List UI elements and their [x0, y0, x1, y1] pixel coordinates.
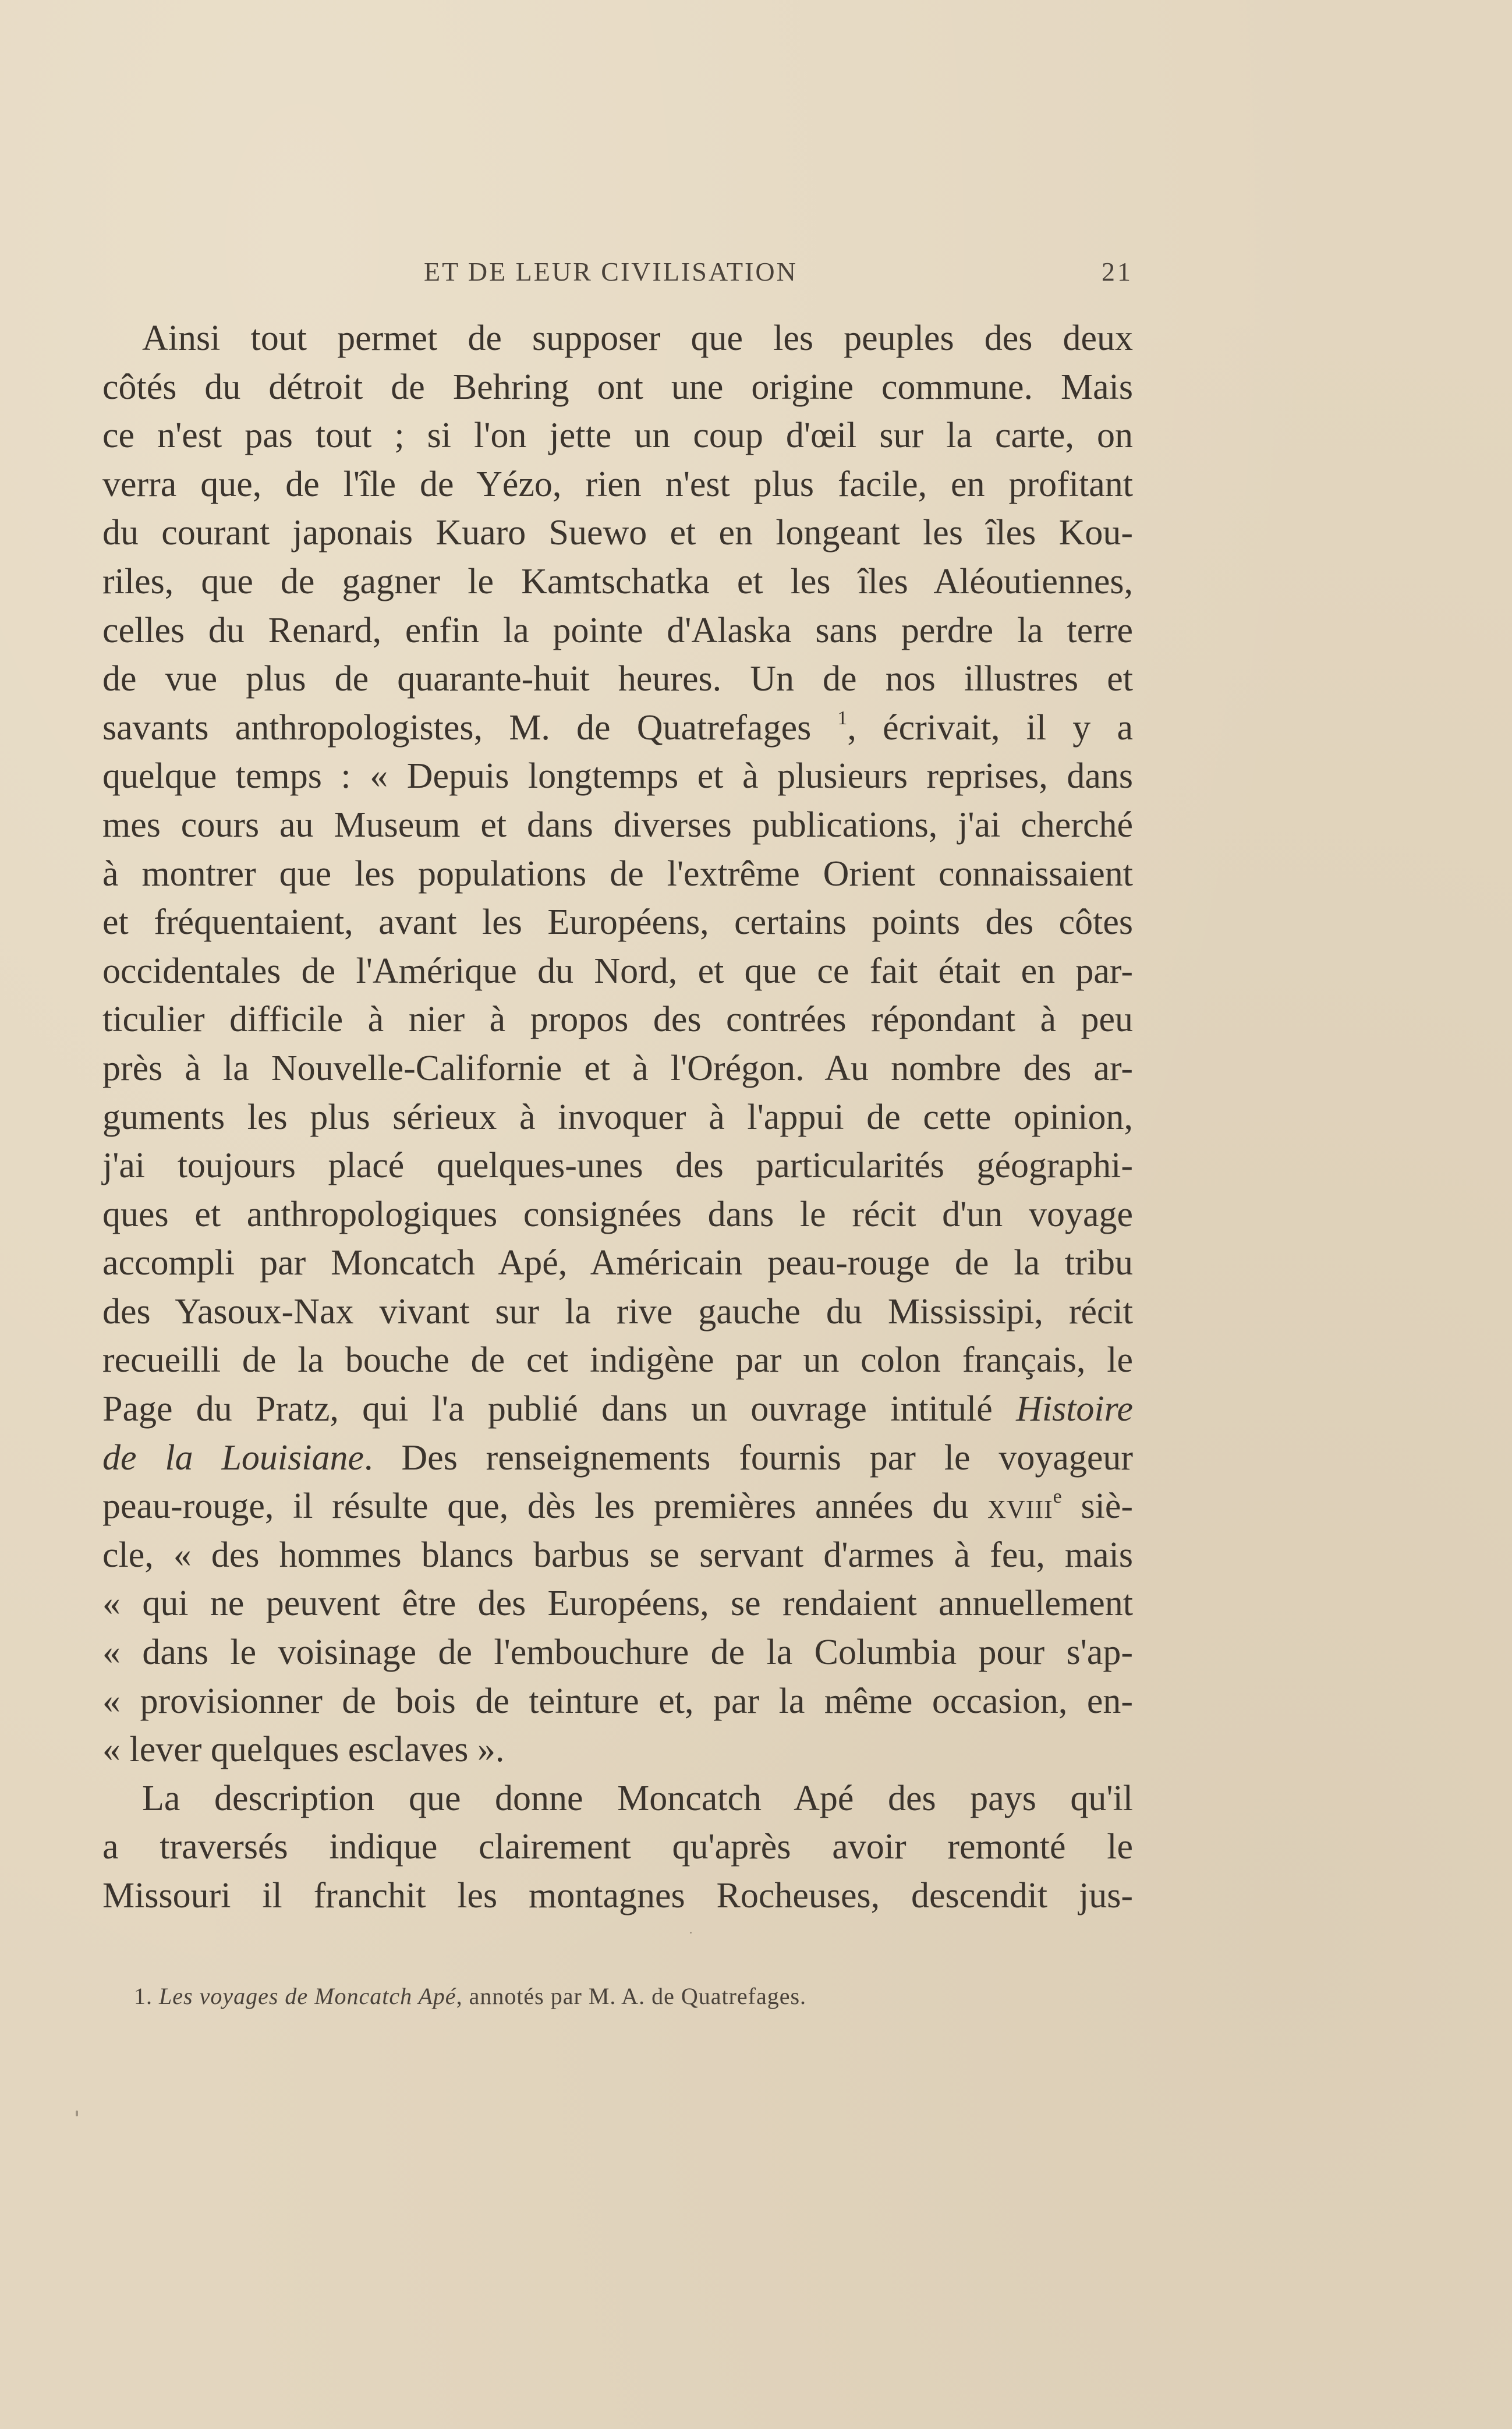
page-number: 21 [1102, 257, 1133, 286]
text-line: Ainsi tout permet de supposer que les peuples des deux [142, 318, 1133, 358]
paper-speck [76, 2111, 78, 2116]
paper-speck [690, 1932, 692, 1934]
text-line [102, 1482, 1133, 1531]
text-line: ticulier difficile à nier à propos des contrées répondant à peu [102, 1000, 1133, 1040]
running-head [424, 256, 1133, 291]
text-segment: siè- [1061, 1486, 1133, 1527]
text-line: guments les plus sérieux à invoquer à l'appui de cette opinion, [102, 1097, 1133, 1137]
century-numeral: XVIII [987, 1495, 1053, 1524]
text-segment: , écrivait, il y a [847, 707, 1133, 748]
text-line: Missouri il franchit les montagnes Rocheuses, descendit jus- [102, 1876, 1133, 1915]
text-line: « lever quelques esclaves ». [102, 1730, 505, 1770]
text-line: occidentales de l'Amérique du Nord, et que ce fait était en par- [102, 951, 1133, 991]
text-line: près à la Nouvelle-Californie et à l'Orégon. Au nombre des ar- [102, 1048, 1133, 1088]
text-line: recueilli de la bouche de cet indigène par un colon français, le [102, 1340, 1133, 1380]
text-line: quelque temps : « Depuis longtemps et à plusieurs reprises, dans [102, 756, 1133, 796]
text-line [102, 704, 1133, 753]
footnote-title: Les voyages de Moncatch Apé [159, 1983, 456, 2009]
text-line: de vue plus de quarante-huit heures. Un de nos illustres et [102, 659, 1133, 699]
text-segment: Page du Pratz, qui l'a publié dans un ouvrage intitulé [102, 1389, 993, 1429]
text-segment: peau-rouge, il résulte que, dès les premières années du [102, 1486, 969, 1527]
text-line: riles, que de gagner le Kamtschatka et les îles Aléoutiennes, [102, 561, 1133, 601]
text-line [102, 1434, 1133, 1483]
century-superscript: e [1053, 1486, 1062, 1508]
text-line: des Yasoux-Nax vivant sur la rive gauche du Mississipi, récit [102, 1291, 1133, 1332]
text-line: celles du Renard, enfin la pointe d'Alaska sans perdre la terre [102, 610, 1133, 650]
text-line: côtés du détroit de Behring ont une origine commune. Mais [102, 367, 1133, 407]
text-line: et fréquentaient, avant les Européens, certains points des côtes [102, 902, 1133, 943]
text-segment: . [364, 1437, 373, 1478]
running-title: ET DE LEUR CIVILISATION [424, 257, 798, 286]
text-line: accompli par Moncatch Apé, Américain peau-rouge de la tribu [102, 1243, 1133, 1283]
footnote [134, 1982, 806, 2010]
book-title-italic: de la Louisiane [102, 1437, 364, 1478]
body-text [102, 314, 1133, 1921]
text-line: mes cours au Museum et dans diverses publications, j'ai cherché [102, 805, 1133, 845]
text-line: La description que donne Moncatch Apé des pays qu'il [142, 1778, 1133, 1818]
text-line [102, 1385, 1133, 1434]
footnote-number: 1. [134, 1983, 153, 2009]
text-line: verra que, de l'île de Yézo, rien n'est plus facile, en profitant [102, 464, 1133, 504]
text-line: ce n'est pas tout ; si l'on jette un coup d'œil sur la carte, on [102, 416, 1133, 456]
text-line: à montrer que les populations de l'extrême Orient connaissaient [102, 854, 1133, 894]
text-line: du courant japonais Kuaro Suewo et en longeant les îles Kou- [102, 513, 1133, 553]
text-line: « provisionner de bois de teinture et, par la même occasion, en- [102, 1681, 1133, 1721]
book-title-italic: Histoire [1016, 1389, 1134, 1429]
text-line: « dans le voisinage de l'embouchure de la Columbia pour s'ap- [102, 1633, 1133, 1673]
text-line: cle, « des hommes blancs barbus se servant d'armes à feu, mais [102, 1535, 1133, 1575]
footnote-reference[interactable]: 1 [837, 707, 848, 729]
footnote-text: , annotés par M. A. de Quatrefages. [456, 1983, 807, 2009]
text-line: a traversés indique clairement qu'après avoir remonté le [102, 1827, 1133, 1867]
text-segment: savants anthropologistes, M. de Quatrefages [102, 707, 812, 748]
text-line: j'ai toujours placé quelques-unes des particularités géographi- [102, 1146, 1133, 1186]
text-segment: Des renseignements fournis par le voyageur [401, 1437, 1133, 1478]
text-line: ques et anthropologiques consignées dans le récit d'un voyage [102, 1194, 1133, 1234]
text-line: « qui ne peuvent être des Européens, se rendaient annuellement [102, 1584, 1133, 1624]
